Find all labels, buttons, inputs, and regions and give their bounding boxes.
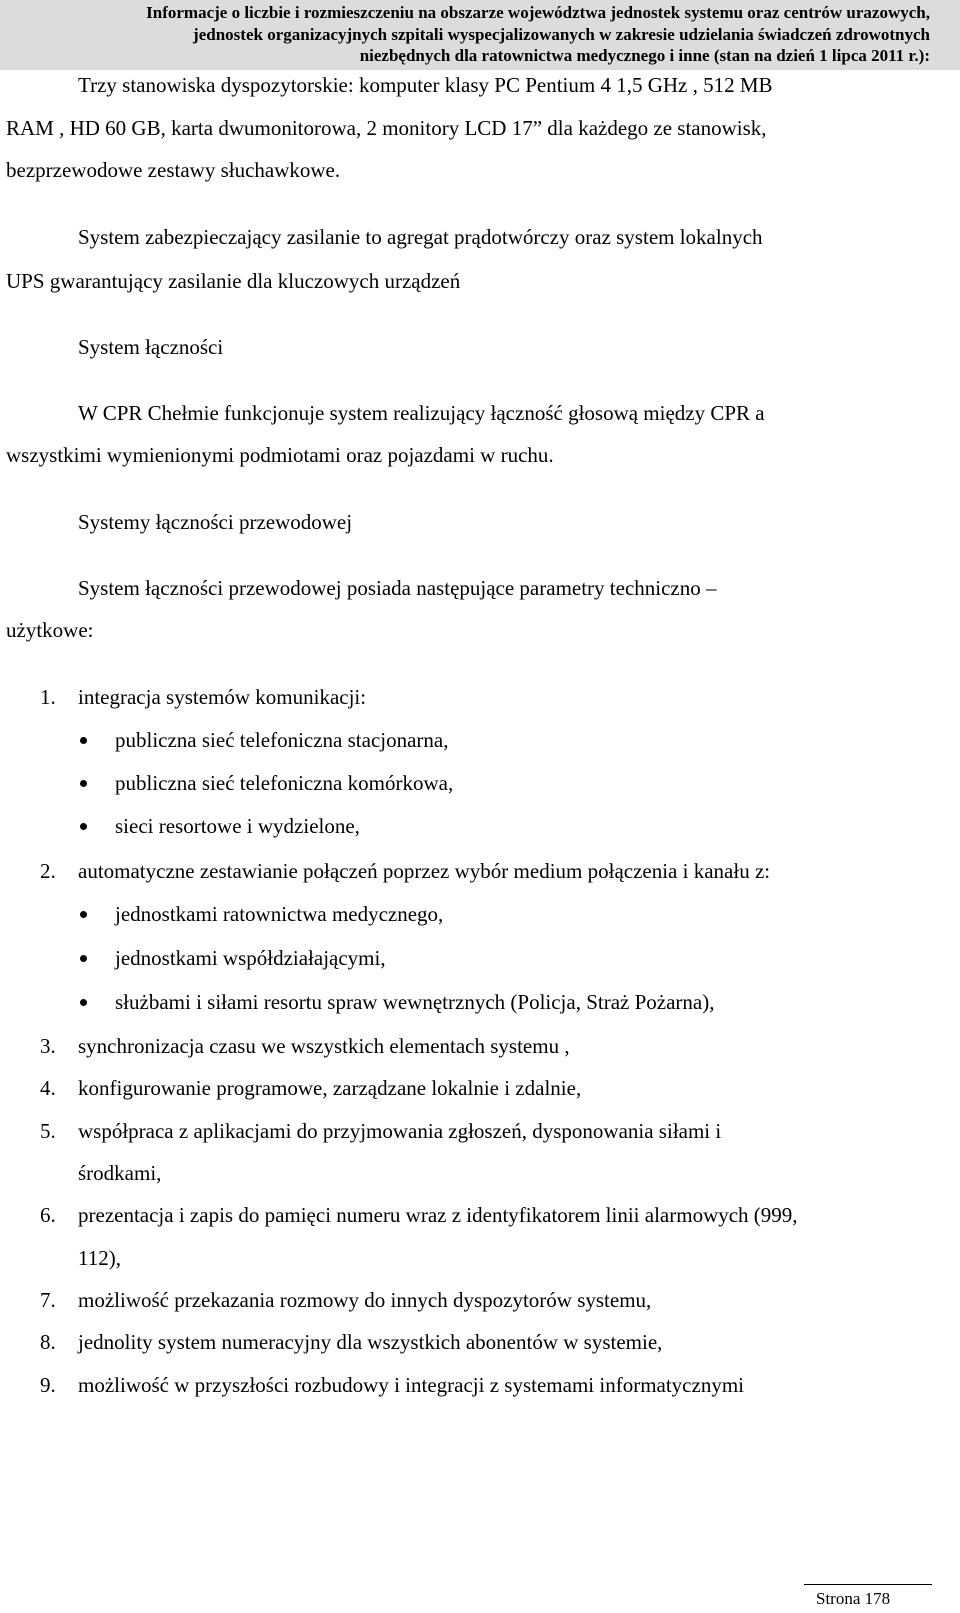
list-item-number: 5. xyxy=(40,1119,56,1143)
list-item-number: 7. xyxy=(40,1288,56,1312)
list-item-number: 3. xyxy=(40,1034,56,1058)
sublist-item: służbami i siłami resortu spraw wewnętrznych (Policja, Straż Pożarna), xyxy=(115,990,715,1014)
list-item-number: 9. xyxy=(40,1373,56,1397)
list-item-text: automatyczne zestawianie połączeń poprzez wybór medium połączenia i kanału z: xyxy=(78,859,771,883)
sublist-item: sieci resortowe i wydzielone, xyxy=(115,814,360,838)
list-item-text: prezentacja i zapis do pamięci numeru wraz z identyfikatorem linii alarmowych (999, xyxy=(78,1203,798,1227)
paragraph-cpr-line-1: W CPR Chełmie funkcjonuje system realizujący łączność głosową między CPR a xyxy=(78,401,765,425)
bullet-icon xyxy=(80,737,87,744)
list-item-number: 1. xyxy=(40,685,56,709)
paragraph-wired-params-line-1: System łączności przewodowej posiada następujące parametry techniczno – xyxy=(78,576,717,600)
header-line-2: jednostek organizacyjnych szpitali wyspecjalizowanych w zakresie udzielania świadczeń zdrowotnych xyxy=(193,24,930,44)
bullet-icon xyxy=(80,955,87,962)
list-item-number: 2. xyxy=(40,859,56,883)
bullet-icon xyxy=(80,999,87,1006)
paragraph-power-line-1: System zabezpieczający zasilanie to agregat prądotwórczy oraz system lokalnych xyxy=(78,225,763,249)
list-item-text: współpraca z aplikacjami do przyjmowania zgłoszeń, dysponowania siłami i xyxy=(78,1119,722,1143)
list-item-text: konfigurowanie programowe, zarządzane lokalnie i zdalnie, xyxy=(78,1076,582,1100)
paragraph-wired-params-line-2: użytkowe: xyxy=(6,618,94,642)
page-number: Strona 178 xyxy=(816,1589,891,1608)
header-line-3: niezbędnych dla ratownictwa medycznego i inne (stan na dzień 1 lipca 2011 r.): xyxy=(359,46,930,65)
list-item-text: możliwość w przyszłości rozbudowy i integracji z systemami informatycznymi xyxy=(78,1373,744,1397)
paragraph-workstations-line-3: bezprzewodowe zestawy słuchawkowe. xyxy=(6,158,341,182)
running-header xyxy=(0,0,960,70)
list-item-text: jednolity system numeracyjny dla wszystkich abonentów w systemie, xyxy=(78,1330,663,1354)
footer-divider xyxy=(804,1584,932,1585)
list-item-text: możliwość przekazania rozmowy do innych dyspozytorów systemu, xyxy=(78,1288,652,1312)
list-item-number: 4. xyxy=(40,1076,56,1100)
section-heading-communication: System łączności xyxy=(78,335,224,359)
header-line-1: Informacje o liczbie i rozmieszczeniu na obszarze województwa jednostek systemu oraz centrów urazowych, xyxy=(146,3,930,22)
list-item-continuation: 112), xyxy=(78,1246,121,1270)
section-heading-wired: Systemy łączności przewodowej xyxy=(78,510,353,534)
paragraph-workstations-line-2: RAM , HD 60 GB, karta dwumonitorowa, 2 monitory LCD 17” dla każdego ze stanowisk, xyxy=(6,116,767,140)
sublist-item: jednostkami współdziałającymi, xyxy=(115,946,386,970)
bullet-icon xyxy=(80,823,87,830)
bullet-icon xyxy=(80,911,87,918)
sublist-item: jednostkami ratownictwa medycznego, xyxy=(115,902,444,926)
paragraph-cpr-line-2: wszystkimi wymienionymi podmiotami oraz pojazdami w ruchu. xyxy=(6,443,554,467)
list-item-continuation: środkami, xyxy=(78,1161,162,1185)
list-item-text: integracja systemów komunikacji: xyxy=(78,685,367,709)
bullet-icon xyxy=(80,780,87,787)
sublist-item: publiczna sieć telefoniczna komórkowa, xyxy=(115,771,454,795)
sublist-item: publiczna sieć telefoniczna stacjonarna, xyxy=(115,728,449,752)
list-item-number: 8. xyxy=(40,1330,56,1354)
list-item-number: 6. xyxy=(40,1203,56,1227)
list-item-text: synchronizacja czasu we wszystkich elementach systemu , xyxy=(78,1034,570,1058)
paragraph-workstations-line-1: Trzy stanowiska dyspozytorskie: komputer klasy PC Pentium 4 1,5 GHz , 512 MB xyxy=(78,73,773,97)
paragraph-power-line-2: UPS gwarantujący zasilanie dla kluczowych urządzeń xyxy=(6,269,461,293)
